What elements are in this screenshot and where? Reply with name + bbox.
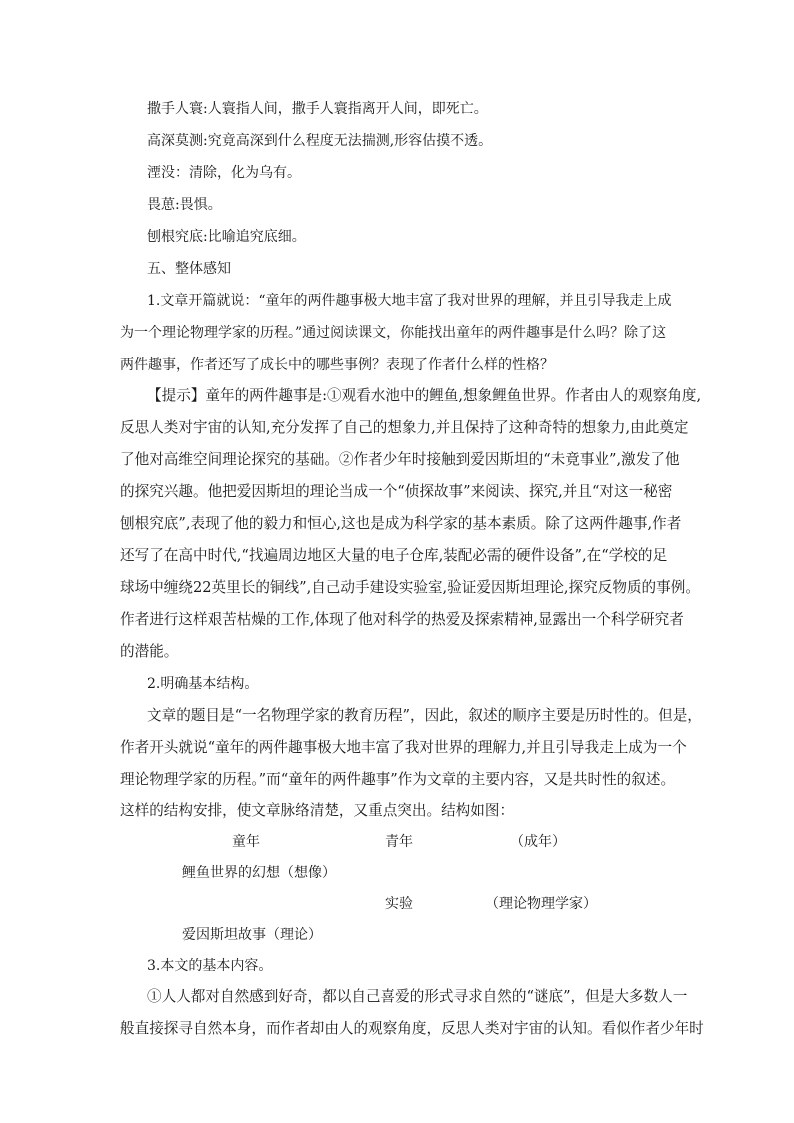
hint-line: 球场中缠绕22英里长的铜线”,自己动手建设实验室,验证爱因斯坦理论,探究反物质的事例。	[120, 579, 700, 596]
diagram-experiment: 实验	[385, 896, 413, 912]
hint-line: 作者进行这样艰苦枯燥的工作,体现了他对科学的热爱及探索精神,显露出一个科学研究者	[120, 611, 684, 628]
diagram-einstein: 爱因斯坦故事（理论）	[182, 927, 322, 943]
diagram-adult: （成年）	[510, 834, 566, 850]
q2-line: 这样的结构安排，使文章脉络清楚，又重点突出。结构如图：	[120, 802, 515, 819]
q1-line: 两件趣事，作者还写了成长中的哪些事例？表现了作者什么样的性格？	[120, 357, 554, 373]
glossary-item: 撒手人寰:人寰指人间，撒手人寰指离开人间，即死亡。	[147, 101, 488, 117]
glossary-item: 高深莫测:究竟高深到什么程度无法揣测,形容估摸不透。	[147, 133, 493, 149]
q2-heading: 2.明确基本结构。	[147, 676, 259, 692]
q1-line: 为一个理论物理学家的历程。”通过阅读课文，你能找出童年的两件趣事是什么吗？除了这	[120, 325, 667, 341]
q2-line: 理论物理学家的历程。”而“童年的两件趣事”作为文章的主要内容，又是共时性的叙述。	[120, 771, 676, 788]
diagram-childhood: 童年	[232, 834, 260, 850]
hint-line: 反思人类对宇宙的认知,充分发挥了自己的想象力,并且保持了这种奇特的想象力,由此奠定	[120, 419, 689, 436]
hint-line: 还写了在高中时代,“找遍周边地区大量的电子仓库,装配必需的硬件设备”,在“学校的足	[120, 547, 668, 564]
diagram-physicist: （理论物理学家）	[485, 896, 597, 912]
hint-line: 【提示】童年的两件趣事是:①观看水池中的鲤鱼,想象鲤鱼世界。作者由人的观察角度,	[147, 387, 702, 404]
hint-line: 的探究兴趣。他把爱因斯坦的理论当成一个“侦探故事”来阅读、探究,并且“对这一秘密	[120, 483, 673, 500]
glossary-item: 畏葸:畏惧。	[147, 197, 222, 213]
hint-line: 的潜能。	[120, 643, 179, 660]
section-heading: 五、整体感知	[147, 261, 231, 277]
q2-line: 文章的题目是“一名物理学家的教育历程”，因此，叙述的顺序主要是历时性的。但是，	[147, 707, 702, 724]
hint-line: 刨根究底”,表现了他的毅力和恒心,这也是成为科学家的基本素质。除了这两件趣事,作者	[120, 515, 682, 532]
glossary-item: 刨根究底:比喻追究底细。	[147, 229, 306, 245]
diagram-youth: 青年	[385, 834, 413, 850]
q3-line: 般直接探寻自然本身，而作者却由人的观察角度，反思人类对宇宙的认知。看似作者少年时	[120, 1020, 704, 1037]
hint-line: 了他对高维空间理论探究的基础。②作者少年时接触到爱因斯坦的“未竟事业”,激发了他	[120, 451, 680, 468]
glossary-item: 湮没：清除，化为乌有。	[147, 165, 301, 181]
q2-line: 作者开头就说“童年的两件趣事极大地丰富了我对世界的理解力,并且引导我走上成为一个	[120, 739, 687, 756]
diagram-carp: 鲤鱼世界的幻想（想像）	[182, 865, 336, 881]
q1-line: 1.文章开篇就说：“童年的两件趣事极大地丰富了我对世界的理解，并且引导我走上成	[147, 293, 672, 309]
q3-heading: 3.本文的基本内容。	[147, 958, 273, 974]
q3-line: ①人人都对自然感到好奇，都以自己喜爱的形式寻求自然的“谜底”，但是大多数人一	[147, 988, 688, 1005]
